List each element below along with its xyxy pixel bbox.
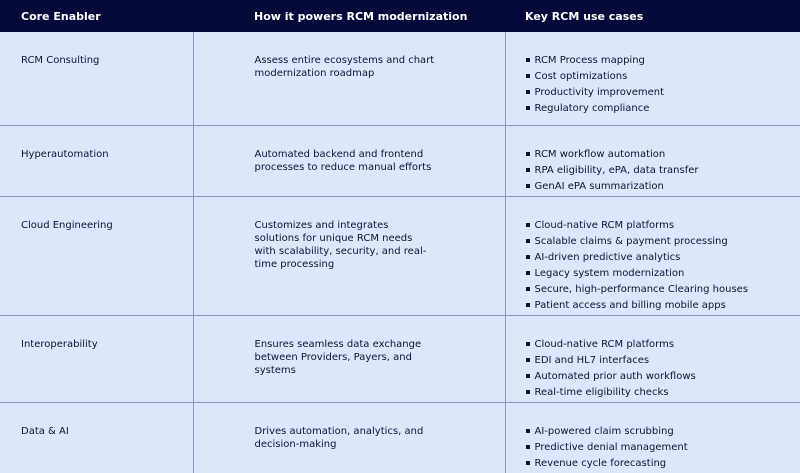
use-case-text: RCM Process mapping bbox=[534, 55, 645, 66]
bullet-icon bbox=[526, 287, 530, 291]
use-case-item bbox=[526, 235, 800, 248]
use-case-item bbox=[526, 86, 800, 99]
bullet-icon bbox=[526, 390, 530, 394]
bullet-icon bbox=[526, 90, 530, 94]
enabler-cell: RCM Consulting bbox=[0, 32, 193, 125]
use-case-item bbox=[526, 299, 800, 312]
use-case-text: AI-driven predictive analytics bbox=[534, 251, 681, 263]
uses-cell bbox=[505, 125, 800, 196]
uses-cell bbox=[505, 315, 800, 402]
bullet-icon bbox=[526, 429, 530, 433]
use-case-list bbox=[526, 54, 800, 115]
use-case-text: Cloud-native RCM platforms bbox=[534, 219, 675, 231]
use-case-text: AI-powered claim scrubbing bbox=[534, 425, 674, 437]
table-header bbox=[0, 0, 800, 32]
bullet-icon bbox=[526, 58, 530, 62]
bullet-icon bbox=[526, 223, 530, 227]
use-case-text: Productivity improvement bbox=[534, 87, 665, 98]
bullet-icon bbox=[526, 106, 530, 110]
use-case-item bbox=[526, 425, 800, 438]
use-case-text: Automated prior auth workflows bbox=[534, 370, 696, 382]
table-row bbox=[0, 32, 800, 125]
use-case-item bbox=[526, 457, 800, 470]
bullet-icon bbox=[526, 461, 530, 465]
use-case-list bbox=[526, 219, 800, 312]
use-case-text: Cloud-native RCM platforms bbox=[534, 338, 675, 350]
how-cell: Ensures seamless data exchange between Providers, Payers, and systems bbox=[193, 315, 505, 402]
use-case-text: EDI and HL7 interfaces bbox=[534, 354, 650, 366]
uses-cell bbox=[505, 196, 800, 315]
bullet-icon bbox=[526, 358, 530, 362]
use-case-item bbox=[526, 354, 800, 367]
header-core-enabler: Core Enabler bbox=[21, 9, 101, 23]
uses-cell bbox=[505, 402, 800, 473]
uses-cell bbox=[505, 32, 800, 125]
bullet-icon bbox=[526, 374, 530, 378]
bullet-icon bbox=[526, 271, 530, 275]
bullet-icon bbox=[526, 184, 530, 188]
use-case-list bbox=[526, 338, 800, 399]
use-case-text: Real-time eligibility checks bbox=[534, 386, 669, 398]
how-cell: Assess entire ecosystems and chart modernization roadmap bbox=[193, 32, 505, 125]
use-case-item bbox=[526, 370, 800, 383]
use-case-item bbox=[526, 283, 800, 296]
bullet-icon bbox=[526, 303, 530, 307]
bullet-icon bbox=[526, 152, 530, 156]
use-case-item bbox=[526, 54, 800, 67]
enabler-cell: Hyperautomation bbox=[0, 125, 193, 196]
use-case-item bbox=[526, 338, 800, 351]
use-case-text: Secure, high-performance Clearing houses bbox=[534, 283, 749, 295]
use-case-list bbox=[526, 148, 800, 193]
header-key-use-cases: Key RCM use cases bbox=[525, 9, 644, 23]
enabler-cell: Cloud Engineering bbox=[0, 196, 193, 315]
use-case-text: Regulatory compliance bbox=[534, 103, 650, 114]
header-row bbox=[0, 0, 800, 32]
enabler-cell: Data & AI bbox=[0, 402, 193, 473]
bullet-icon bbox=[526, 239, 530, 243]
header-how-it-powers: How it powers RCM modernization bbox=[254, 9, 468, 23]
use-case-list bbox=[526, 425, 800, 470]
use-case-text: Cost optimizations bbox=[534, 71, 628, 82]
use-case-text: RPA eligibility, ePA, data transfer bbox=[534, 164, 699, 176]
use-case-text: GenAI ePA summarization bbox=[534, 180, 664, 192]
use-case-item bbox=[526, 251, 800, 264]
table-row bbox=[0, 196, 800, 315]
use-case-text: Predictive denial management bbox=[534, 441, 688, 453]
bullet-icon bbox=[526, 342, 530, 346]
use-case-text: Revenue cycle forecasting bbox=[534, 457, 667, 469]
use-case-item bbox=[526, 219, 800, 232]
table-row bbox=[0, 125, 800, 196]
bullet-icon bbox=[526, 255, 530, 259]
use-case-item bbox=[526, 70, 800, 83]
use-case-text: Legacy system modernization bbox=[534, 267, 685, 279]
how-cell: Customizes and integrates solutions for unique RCM needs with scalability, security, and real-time processing bbox=[193, 196, 505, 315]
use-case-text: Scalable claims & payment processing bbox=[534, 235, 728, 247]
use-case-item bbox=[526, 164, 800, 177]
table-row bbox=[0, 315, 800, 402]
bullet-icon bbox=[526, 168, 530, 172]
use-case-item bbox=[526, 102, 800, 115]
how-cell: Automated backend and frontend processes to reduce manual efforts bbox=[193, 125, 505, 196]
use-case-text: RCM workflow automation bbox=[534, 148, 666, 160]
use-case-item bbox=[526, 441, 800, 454]
table-body bbox=[0, 32, 800, 473]
use-case-item bbox=[526, 148, 800, 161]
use-case-item bbox=[526, 267, 800, 280]
use-case-item bbox=[526, 386, 800, 399]
table-row bbox=[0, 402, 800, 473]
enabler-cell: Interoperability bbox=[0, 315, 193, 402]
use-case-text: Patient access and billing mobile apps bbox=[534, 299, 726, 311]
bullet-icon bbox=[526, 74, 530, 78]
bullet-icon bbox=[526, 445, 530, 449]
use-case-item bbox=[526, 180, 800, 193]
how-cell: Drives automation, analytics, and decision-making bbox=[193, 402, 505, 473]
